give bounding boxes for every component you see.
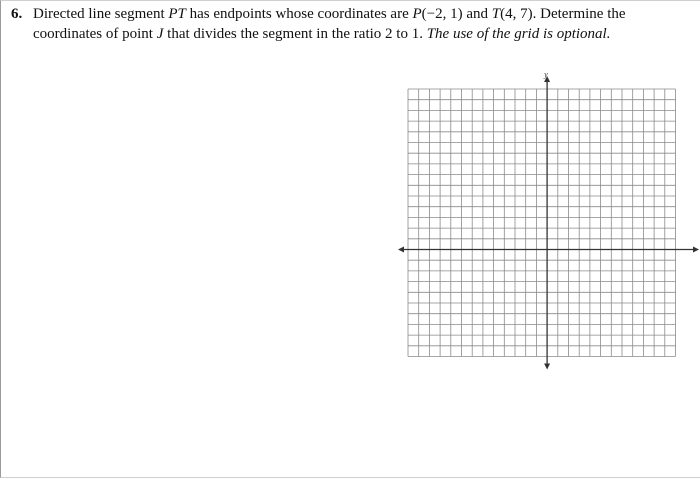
point-p-name: P [412, 6, 422, 22]
y-axis-label: y [544, 71, 548, 79]
point-j-name: J [156, 26, 164, 42]
coordinate-grid[interactable] [396, 71, 700, 396]
grid-lines [408, 89, 676, 357]
y-axis-down-arrow-icon [544, 364, 550, 370]
grid-optional-note: The use of the grid is optional. [426, 26, 611, 42]
point-t-coords: (4, 7) [500, 6, 533, 22]
question-text-part: Directed line segment [33, 6, 169, 22]
question-text-part: has endpoints whose coordinates are [185, 6, 413, 22]
question-line-1 [11, 4, 691, 24]
question-number: 6. [11, 6, 23, 22]
point-p-coords: (−2, 1) [421, 6, 463, 22]
point-t-name: T [491, 6, 501, 22]
segment-name: PT [168, 6, 186, 22]
x-axis-left-arrow-icon [398, 247, 404, 253]
coordinate-grid-svg [396, 71, 700, 396]
question-line-2 [11, 24, 691, 44]
question-text-part: and [462, 6, 492, 22]
question-text-part: that divides the segment in the ratio 2 to 1. [163, 26, 427, 42]
question-text [11, 4, 691, 44]
x-axis-right-arrow-icon [693, 247, 699, 253]
question-text-part: coordinates of point [33, 26, 157, 42]
question-text-part: . Determine the [532, 6, 626, 22]
